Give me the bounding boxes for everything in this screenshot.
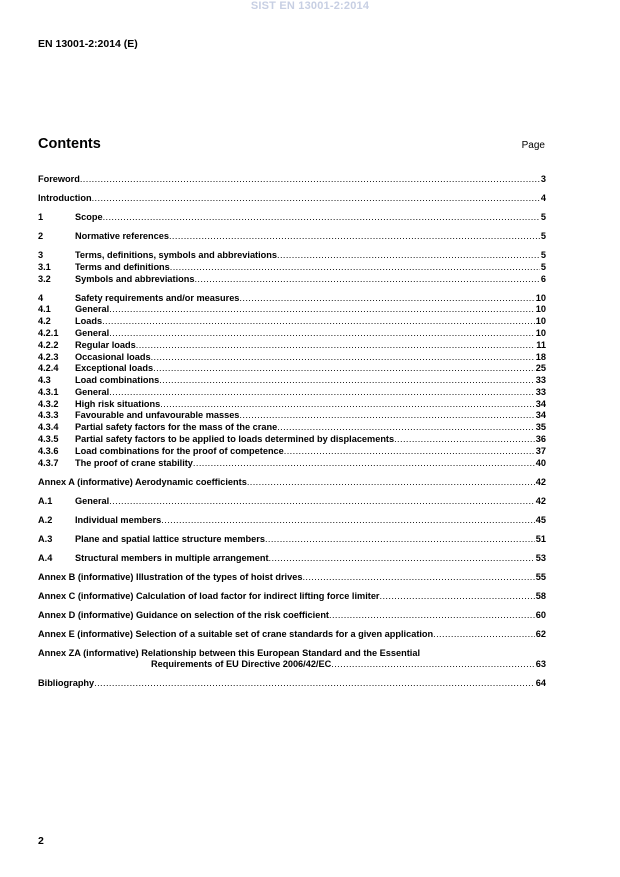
toc-entry-title-text: Structural members in multiple arrangement xyxy=(75,552,269,563)
toc-entry-title-text: Introduction xyxy=(38,192,92,203)
toc-entry-title-text: Individual members xyxy=(75,514,162,525)
toc-entry-title-text: Load combinations for the proof of competence xyxy=(75,445,284,456)
toc-entry-number: 4.3.2 xyxy=(38,398,59,409)
toc-entry-title-text: General xyxy=(75,495,110,506)
toc-entry-page: 40 xyxy=(535,457,546,468)
toc-entry-title xyxy=(75,363,535,375)
toc-entry-title-text: Annex C (informative) Calculation of load factor for indirect lifting force limiter xyxy=(38,590,380,601)
toc-entry-title-text: Exceptional loads xyxy=(75,363,154,374)
toc-entry[interactable] xyxy=(38,629,546,641)
toc-entry-page: 36 xyxy=(535,434,546,445)
toc-entry-title-text: Terms, definitions, symbols and abbreviations xyxy=(75,249,277,260)
toc-entry-title-text: Symbols and abbreviations xyxy=(75,273,195,284)
dot-leader xyxy=(80,174,540,186)
toc-entry-page: 5 xyxy=(540,211,546,222)
toc-entry[interactable] xyxy=(38,496,546,508)
toc-entry-title xyxy=(75,375,535,387)
toc-entry-number: 4.3.6 xyxy=(38,445,59,456)
toc-entry-number: 4.2.4 xyxy=(38,363,59,374)
toc-entry-title-text: The proof of crane stability xyxy=(75,457,193,468)
toc-entry-title xyxy=(75,304,535,316)
toc-entry-title-text: Annex A (informative) Aerodynamic coefficients xyxy=(38,476,247,487)
toc-entry-number: 4.2.2 xyxy=(38,339,59,350)
toc-entry-title-text: General xyxy=(75,327,110,338)
toc-entry-number: 3.2 xyxy=(38,273,51,284)
page-number: 2 xyxy=(38,835,44,847)
toc-entry-page: 33 xyxy=(535,375,546,386)
toc-entry-title xyxy=(38,572,535,584)
dot-leader xyxy=(302,572,534,584)
toc-entry-title xyxy=(38,648,535,672)
dot-leader xyxy=(103,212,540,224)
toc-entry-page: 37 xyxy=(535,445,546,456)
toc-entry-page: 35 xyxy=(535,422,546,433)
toc-entry-page: 45 xyxy=(535,514,546,525)
dot-leader xyxy=(153,363,535,375)
toc-entry-page: 63 xyxy=(535,659,546,670)
toc-entry[interactable] xyxy=(38,231,546,243)
toc-entry-title xyxy=(38,610,535,622)
toc-entry-title xyxy=(75,387,535,399)
toc-entry-page: 34 xyxy=(535,398,546,409)
toc-entry-title-text: Scope xyxy=(75,211,103,222)
toc-entry-title-text: Terms and definitions xyxy=(75,261,170,272)
toc-entry-annex-za[interactable] xyxy=(38,648,546,672)
toc-entry-title xyxy=(38,174,540,186)
toc-entry-page: 34 xyxy=(535,410,546,421)
toc-entry-title-line1: Annex ZA (informative) Relationship between this European Standard and the Essential xyxy=(38,647,421,658)
toc-entry-title-text: Partial safety factors to be applied to loads determined by displacements xyxy=(75,434,395,445)
toc-entry-number: A.3 xyxy=(38,533,53,544)
toc-entry-title-line2 xyxy=(38,659,535,671)
toc-entry-title xyxy=(75,410,535,422)
toc-entry[interactable] xyxy=(38,515,546,527)
dot-leader xyxy=(94,678,535,690)
toc-entry-title xyxy=(38,477,535,489)
dot-leader xyxy=(169,231,540,243)
toc-entry[interactable] xyxy=(38,174,546,186)
toc-entry-number: 4.2 xyxy=(38,316,51,327)
dot-leader xyxy=(194,274,539,286)
toc-entry-title-text: Favourable and unfavourable masses xyxy=(75,410,240,421)
dot-leader xyxy=(159,375,535,387)
toc-entry-page: 5 xyxy=(540,249,546,260)
toc-entry-title-text: Partial safety factors for the mass of the crane xyxy=(75,422,278,433)
watermark: SIST EN 13001-2:2014 xyxy=(250,0,370,12)
toc-entry-page: 10 xyxy=(535,304,546,315)
dot-leader xyxy=(247,477,535,489)
dot-leader xyxy=(161,515,534,527)
toc-entry-title xyxy=(75,262,540,274)
dot-leader xyxy=(239,410,534,422)
dot-leader xyxy=(136,340,536,352)
toc-entry-number: 4.2.3 xyxy=(38,351,59,362)
toc-entry-title-text: High risk situations xyxy=(75,398,161,409)
toc-entry-title-text: Loads xyxy=(75,316,103,327)
toc-entry-title-text: Safety requirements and/or measures xyxy=(75,292,240,303)
toc-entry-title xyxy=(75,274,540,286)
toc-entry[interactable] xyxy=(38,328,546,340)
toc-entry-title-text: Annex E (informative) Selection of a suitable set of crane standards for a given application xyxy=(38,628,434,639)
toc-entry-page: 55 xyxy=(535,571,546,582)
document-id: EN 13001-2:2014 (E) xyxy=(38,38,138,50)
toc-entry-title xyxy=(75,515,535,527)
table-of-contents xyxy=(38,174,546,690)
toc-entry-page: 5 xyxy=(540,230,546,241)
toc-entry-page: 10 xyxy=(535,316,546,327)
toc-entry-page: 25 xyxy=(535,363,546,374)
toc-entry-page: 11 xyxy=(536,339,546,350)
toc-entry[interactable] xyxy=(38,446,546,458)
dot-leader xyxy=(284,446,535,458)
toc-entry-page: 10 xyxy=(535,292,546,303)
toc-entry-page: 58 xyxy=(535,590,546,601)
toc-entry[interactable] xyxy=(38,375,546,387)
dot-leader xyxy=(265,534,535,546)
toc-entry[interactable] xyxy=(38,340,546,352)
toc-entry[interactable] xyxy=(38,610,546,622)
toc-entry-title xyxy=(75,534,535,546)
toc-entry-title-text: Annex B (informative) Illustration of the types of hoist drives xyxy=(38,571,303,582)
toc-entry-title xyxy=(75,496,535,508)
toc-entry-number: 3.1 xyxy=(38,261,51,272)
toc-entry[interactable] xyxy=(38,262,546,274)
toc-entry-page: 6 xyxy=(540,273,546,284)
toc-entry-title-text: Plane and spatial lattice structure members xyxy=(75,533,265,544)
toc-entry-title xyxy=(38,678,535,690)
toc-entry-number: 4.3.3 xyxy=(38,410,59,421)
toc-entry-page: 42 xyxy=(535,476,546,487)
toc-entry-title-text: General xyxy=(75,304,110,315)
toc-entry[interactable] xyxy=(38,352,546,364)
toc-entry-title-text: General xyxy=(75,386,110,397)
toc-entry-title xyxy=(75,316,535,328)
toc-entry-page: 10 xyxy=(535,327,546,338)
dot-leader xyxy=(92,193,540,205)
toc-entry[interactable] xyxy=(38,422,546,434)
toc-entry[interactable] xyxy=(38,193,546,205)
toc-entry-number: 4.3.7 xyxy=(38,457,59,468)
dot-leader xyxy=(239,293,534,305)
toc-entry-bibliography[interactable] xyxy=(38,678,546,690)
toc-entry[interactable] xyxy=(38,293,546,305)
toc-entry-title xyxy=(75,231,540,243)
toc-entry-number: 4.3.1 xyxy=(38,386,59,397)
toc-entry-title xyxy=(75,328,535,340)
dot-leader xyxy=(102,316,535,328)
dot-leader xyxy=(151,352,535,364)
toc-entry[interactable] xyxy=(38,316,546,328)
dot-leader xyxy=(109,304,535,316)
toc-entry[interactable] xyxy=(38,363,546,375)
toc-entry[interactable] xyxy=(38,553,546,565)
toc-entry-number: 4 xyxy=(38,292,44,303)
toc-entry-title xyxy=(75,340,535,352)
toc-entry-page: 42 xyxy=(535,495,546,506)
toc-entry-title xyxy=(38,193,540,205)
toc-entry-title xyxy=(75,458,535,470)
toc-entry[interactable] xyxy=(38,212,546,224)
toc-entry-page: 4 xyxy=(540,192,546,203)
dot-leader xyxy=(193,458,535,470)
dot-leader xyxy=(277,250,540,262)
dot-leader xyxy=(394,434,535,446)
toc-entry-title-text: Bibliography xyxy=(38,678,95,689)
toc-entry-number: A.4 xyxy=(38,552,53,563)
toc-entry-page: 33 xyxy=(535,386,546,397)
dot-leader xyxy=(109,328,535,340)
toc-entry-number: 4.3.5 xyxy=(38,434,59,445)
dot-leader xyxy=(329,610,535,622)
toc-entry-title xyxy=(75,293,535,305)
toc-entry[interactable] xyxy=(38,534,546,546)
toc-entry[interactable] xyxy=(38,274,546,286)
toc-entry-title xyxy=(75,399,535,411)
toc-entry[interactable] xyxy=(38,434,546,446)
toc-entry-title xyxy=(75,553,535,565)
toc-entry-title-text: Regular loads xyxy=(75,339,136,350)
contents-heading: Contents xyxy=(38,136,101,152)
toc-entry-number: 4.2.1 xyxy=(38,327,59,338)
toc-entry[interactable] xyxy=(38,304,546,316)
dot-leader xyxy=(433,629,535,641)
dot-leader xyxy=(170,262,540,274)
dot-leader xyxy=(109,387,535,399)
page-column-label: Page xyxy=(521,140,545,151)
toc-entry-number: 2 xyxy=(38,230,44,241)
toc-entry[interactable] xyxy=(38,399,546,411)
toc-entry-title-text: Foreword xyxy=(38,174,80,184)
toc-entry-page: 51 xyxy=(535,533,546,544)
toc-entry-title-text: Normative references xyxy=(75,230,169,241)
toc-entry-title xyxy=(38,629,535,641)
toc-entry[interactable] xyxy=(38,572,546,584)
toc-entry-title xyxy=(75,250,540,262)
toc-entry-page: 62 xyxy=(535,628,546,639)
dot-leader xyxy=(331,659,535,671)
dot-leader xyxy=(269,553,535,565)
toc-entry-title xyxy=(75,446,535,458)
dot-leader xyxy=(380,591,535,603)
toc-entry-number: 1 xyxy=(38,211,44,222)
toc-entry-title-text: Annex D (informative) Guidance on selection of the risk coefficient xyxy=(38,609,329,620)
toc-entry-page: 5 xyxy=(540,261,546,272)
toc-entry-number: A.2 xyxy=(38,514,53,525)
toc-entry[interactable] xyxy=(38,410,546,422)
toc-entry-number: A.1 xyxy=(38,495,53,506)
toc-entry-page: 18 xyxy=(535,351,546,362)
toc-entry[interactable] xyxy=(38,250,546,262)
toc-entry-page: 3 xyxy=(540,174,546,184)
toc-entry-title xyxy=(75,212,540,224)
toc-entry-page: 53 xyxy=(535,552,546,563)
toc-entry[interactable] xyxy=(38,387,546,399)
toc-entry-title xyxy=(75,434,535,446)
toc-entries xyxy=(38,174,546,640)
toc-entry-page: 64 xyxy=(535,678,546,689)
toc-entry-number: 3 xyxy=(38,249,44,260)
toc-entry-title-text: Load combinations xyxy=(75,375,160,386)
dot-leader xyxy=(277,422,535,434)
toc-entry-page: 60 xyxy=(535,609,546,620)
toc-entry-title xyxy=(75,352,535,364)
dot-leader xyxy=(109,496,535,508)
toc-entry-number: 4.3.4 xyxy=(38,422,59,433)
toc-entry[interactable] xyxy=(38,458,546,470)
toc-entry-title xyxy=(38,591,535,603)
dot-leader xyxy=(160,399,535,411)
toc-entry[interactable] xyxy=(38,477,546,489)
toc-entry-number: 4.3 xyxy=(38,375,51,386)
toc-entry-number: 4.1 xyxy=(38,304,51,315)
toc-entry-title-text: Occasional loads xyxy=(75,351,151,362)
toc-entry-title xyxy=(75,422,535,434)
toc-entry-title-line2-text: Requirements of EU Directive 2006/42/EC xyxy=(151,659,332,670)
toc-entry[interactable] xyxy=(38,591,546,603)
